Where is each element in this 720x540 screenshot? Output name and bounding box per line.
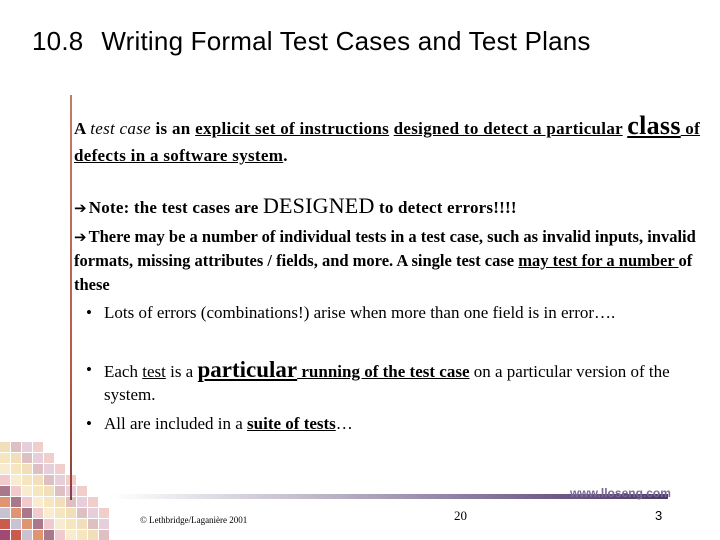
- mosaic-tile: [55, 486, 65, 496]
- mosaic-tile: [0, 497, 10, 507]
- mosaic-tile: [77, 519, 87, 529]
- mosaic-tile: [0, 530, 10, 540]
- individual-tests-paragraph: [74, 225, 710, 297]
- list-item-text: Each: [104, 362, 143, 381]
- para-emphasis: may test for a number: [518, 251, 679, 270]
- mosaic-tile: [99, 508, 109, 518]
- copyright-notice: © Lethbridge/Laganière 2001: [140, 515, 248, 525]
- mosaic-tile: [55, 497, 65, 507]
- mosaic-tile: [88, 508, 98, 518]
- mosaic-tile: [66, 475, 76, 485]
- list-item-text: Lots of errors (combinations!) arise when more than one field is in error….: [104, 303, 616, 322]
- mosaic-tile: [55, 475, 65, 485]
- note-text: Note: the test cases are: [88, 198, 263, 217]
- para-text: There may be a number of individual tests in a test case, such as invalid inputs, invalid formats, missing attributes / fields, and more. A single test case: [74, 227, 696, 270]
- emphasis-running: running of the test case: [297, 362, 470, 381]
- mosaic-tile: [0, 519, 10, 529]
- mosaic-tile: [33, 519, 43, 529]
- mosaic-tile: [44, 508, 54, 518]
- emphasis-defects: of defects in a software system: [74, 119, 701, 165]
- mosaic-tile: [11, 475, 21, 485]
- mosaic-tile: [22, 508, 32, 518]
- mosaic-tile: [44, 486, 54, 496]
- mosaic-tile: [11, 453, 21, 463]
- mosaic-tile: [22, 530, 32, 540]
- mosaic-tile: [77, 508, 87, 518]
- mosaic-tile: [0, 508, 10, 518]
- list-item: [86, 301, 710, 324]
- list-item-text: on a particular version of the system.: [104, 362, 670, 404]
- mosaic-tile: [66, 497, 76, 507]
- mosaic-tile: [22, 464, 32, 474]
- mosaic-tile: [77, 497, 87, 507]
- mosaic-tile: [33, 530, 43, 540]
- bullet-list: [74, 301, 710, 435]
- mosaic-tile: [66, 486, 76, 496]
- mosaic-tile: [22, 519, 32, 529]
- mosaic-tile: [33, 486, 43, 496]
- mosaic-tile: [66, 519, 76, 529]
- mosaic-tile: [99, 530, 109, 540]
- section-number: 10.8: [32, 26, 84, 56]
- list-item-text: All are included in a: [104, 414, 248, 433]
- mosaic-tile: [88, 519, 98, 529]
- mosaic-tile: [77, 530, 87, 540]
- page-number: 20: [454, 508, 467, 523]
- bullet-icon: •: [86, 303, 92, 322]
- footer-url: www.lloseng.com: [570, 486, 671, 500]
- mosaic-tile: [22, 475, 32, 485]
- mosaic-tile: [11, 497, 21, 507]
- mosaic-tile: [22, 442, 32, 452]
- list-item-text: is a: [165, 362, 198, 381]
- arrow-right-icon: ➔: [74, 199, 87, 217]
- mosaic-tile: [11, 519, 21, 529]
- mosaic-tile: [55, 519, 65, 529]
- intro-text: A: [74, 119, 91, 138]
- mosaic-tile: [22, 497, 32, 507]
- term-test-case: test case: [90, 119, 151, 138]
- para-text: of these: [74, 251, 693, 294]
- intro-text: is an: [150, 119, 196, 138]
- mosaic-tile: [44, 475, 54, 485]
- arrow-right-icon: ➔: [74, 228, 87, 246]
- emphasis-suite: suite of tests: [247, 414, 336, 433]
- bullet-icon: •: [86, 360, 92, 379]
- mosaic-tile: [66, 530, 76, 540]
- note-emphasis: DESIGNED: [262, 193, 375, 218]
- mosaic-tile: [88, 497, 98, 507]
- mosaic-tile: [0, 464, 10, 474]
- mosaic-tile: [0, 486, 10, 496]
- mosaic-tile: [0, 442, 10, 452]
- slide-title: [32, 26, 591, 57]
- mosaic-tile: [99, 519, 109, 529]
- mosaic-tile: [44, 464, 54, 474]
- mosaic-tile: [55, 464, 65, 474]
- mosaic-tile: [88, 530, 98, 540]
- intro-period: .: [283, 146, 288, 165]
- note-line: [74, 193, 710, 219]
- bullet-icon: •: [86, 414, 92, 433]
- mosaic-tile: [33, 442, 43, 452]
- mosaic-tile: [33, 475, 43, 485]
- list-item: [86, 357, 710, 406]
- mosaic-tile: [0, 475, 10, 485]
- emphasis-test: test: [142, 362, 166, 381]
- emphasis-particular: particular: [197, 357, 298, 382]
- mosaic-tile: [0, 453, 10, 463]
- mosaic-tile: [55, 530, 65, 540]
- emphasis-designed: designed to detect a particular: [393, 119, 623, 138]
- mosaic-tile: [33, 464, 43, 474]
- title-text: Writing Formal Test Cases and Test Plans: [101, 26, 591, 56]
- list-item-text: …: [335, 414, 353, 433]
- mosaic-tile: [44, 530, 54, 540]
- mosaic-tile: [33, 508, 43, 518]
- mosaic-tile: [77, 486, 87, 496]
- mosaic-tile: [22, 453, 32, 463]
- mosaic-tile: [11, 486, 21, 496]
- decorative-mosaic: [0, 440, 110, 540]
- definition-paragraph: [74, 112, 710, 169]
- list-item: [86, 412, 710, 435]
- mosaic-tile: [44, 519, 54, 529]
- mosaic-tile: [44, 453, 54, 463]
- mosaic-tile: [33, 497, 43, 507]
- mosaic-tile: [33, 453, 43, 463]
- mosaic-tile: [66, 508, 76, 518]
- mosaic-tile: [11, 464, 21, 474]
- mosaic-tile: [11, 530, 21, 540]
- slide-number: 3: [655, 508, 663, 523]
- mosaic-tile: [55, 508, 65, 518]
- mosaic-tile: [11, 508, 21, 518]
- mosaic-tile: [11, 442, 21, 452]
- slide-body: [74, 112, 710, 435]
- emphasis-explicit: explicit set of instructions: [195, 119, 390, 138]
- mosaic-tile: [22, 486, 32, 496]
- mosaic-tile: [44, 497, 54, 507]
- emphasis-class: class: [627, 111, 681, 140]
- note-text: to detect errors!!!!: [374, 198, 517, 217]
